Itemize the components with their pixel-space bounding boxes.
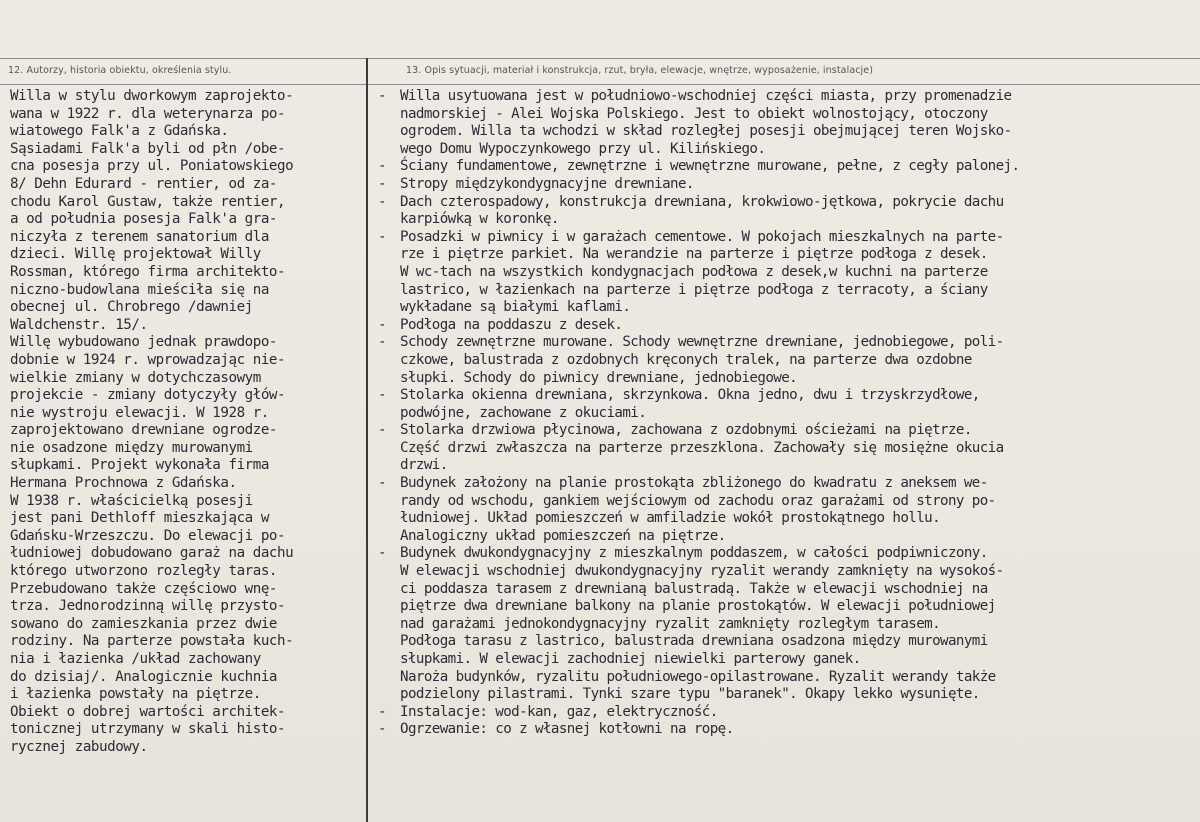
bullet-dash: -	[378, 387, 386, 404]
bullet-dash: -	[378, 545, 386, 562]
history-text-line: i łazienka powstały na piętrze.	[10, 686, 261, 703]
history-text-line: Gdańsku-Wrzeszczu. Do elewacji po-	[10, 527, 286, 544]
description-text: Budynek dwukondygnacyjny z mieszkalnym poddaszem, w całości podpiwniczony.	[400, 545, 988, 562]
history-text-line: łudniowej dobudowano garaż na dachu	[10, 545, 294, 562]
description-text-line	[378, 158, 1196, 176]
history-text-line: Rossman, którego firma architekto-	[10, 263, 286, 280]
bullet-dash: -	[378, 334, 386, 351]
history-text-line: obecnej ul. Chrobrego /dawniej	[10, 299, 253, 316]
history-text-line: Willę wybudowano jednak prawdopo-	[10, 334, 278, 351]
bullet-dash: -	[378, 228, 386, 245]
description-text-line	[378, 176, 1196, 194]
description-text: W wc-tach na wszystkich kondygnacjach podłowa z desek,w kuchni na parterze	[400, 263, 988, 280]
bullet-dash: -	[378, 175, 386, 192]
description-text-line	[378, 563, 1196, 581]
description-text: rze i piętrze parkiet. Na werandzie na parterze i piętrze podłoga z desek.	[400, 246, 988, 263]
history-text-line: Waldchenstr. 15/.	[10, 316, 148, 333]
history-text-line: niczyła z terenem sanatorium dla	[10, 228, 269, 245]
history-text-line: Hermana Prochnowa z Gdańska.	[10, 475, 237, 492]
history-text-line: do dzisiaj/. Analogicznie kuchnia	[10, 668, 278, 685]
description-text-line	[378, 299, 1196, 317]
description-text-line	[378, 422, 1196, 440]
history-text-line: słupkami. Projekt wykonała firma	[10, 457, 269, 474]
description-text-line	[378, 282, 1196, 300]
description-text: łudniowej. Układ pomieszczeń w amfiladzie wokół prostokątnego hollu.	[400, 510, 941, 527]
description-text-line	[378, 669, 1196, 687]
bullet-dash: -	[378, 316, 386, 333]
header-rule	[0, 84, 1200, 85]
description-text: ogrodem. Willa ta wchodzi w skład rozległej posesji obejmującej teren Wojsko-	[400, 123, 1012, 140]
description-text-line	[378, 545, 1196, 563]
description-text: wego Domu Wypoczynkowego przy ul. Kilińskiego.	[400, 140, 766, 157]
history-text-line: dobnie w 1924 r. wprowadzając nie-	[10, 351, 286, 368]
description-text-line	[378, 229, 1196, 247]
description-text: Stropy międzykondygnacyjne drewniane.	[400, 175, 694, 192]
description-text-line	[378, 387, 1196, 405]
bullet-dash: -	[378, 721, 386, 738]
description-text: ci poddasza tarasem z drewnianą balustradą. Także w elewacji wschodniej na	[400, 580, 988, 597]
bullet-dash: -	[378, 703, 386, 720]
description-text-line	[378, 475, 1196, 493]
description-text-line	[378, 440, 1196, 458]
description-text-line	[378, 704, 1196, 722]
history-text-line: chodu Karol Gustaw, także rentier,	[10, 193, 286, 210]
bullet-dash: -	[378, 475, 386, 492]
description-text-line	[378, 686, 1196, 704]
bullet-dash: -	[378, 158, 386, 175]
description-text-line	[378, 633, 1196, 651]
description-text: nad garażami jednokondygnacyjny ryzalit zamknięty rozległym tarasem.	[400, 615, 941, 632]
top-rule	[0, 58, 1200, 59]
description-text-line	[378, 264, 1196, 282]
description-text: słupki. Schody do piwnicy drewniane, jednobiegowe.	[400, 369, 798, 386]
description-text: Instalacje: wod-kan, gaz, elektryczność.	[400, 703, 718, 720]
description-text: słupkami. W elewacji zachodniej niewielki parterowy ganek.	[400, 651, 861, 667]
description-text: Analogiczny układ pomieszczeń na piętrze.	[400, 527, 726, 544]
description-text-line	[378, 106, 1196, 124]
description-text-line	[378, 510, 1196, 528]
history-text-line: Obiekt o dobrej wartości architek-	[10, 703, 286, 720]
description-text: W elewacji wschodniej dwukondygnacyjny ryzalit werandy zamknięty na wysokoś-	[400, 563, 1004, 580]
description-text-line	[378, 721, 1196, 739]
history-text-line: nia i łazienka /układ zachowany	[10, 651, 261, 667]
history-text-line: nie wystroju elewacji. W 1928 r.	[10, 404, 269, 421]
history-text-line: rodziny. Na parterze powstała kuch-	[10, 633, 294, 650]
history-text-line: W 1938 r. właścicielką posesji	[10, 492, 253, 509]
description-text-line	[378, 598, 1196, 616]
history-text-line: a od południa posesja Falk'a gra-	[10, 211, 278, 228]
history-text-line: 8/ Dehn Edurard - rentier, od za-	[10, 175, 278, 192]
history-text-line: dzieci. Willę projektował Willy	[10, 246, 261, 263]
description-text: Posadzki w piwnicy i w garażach cementowe. W pokojach mieszkalnych na parte-	[400, 228, 1004, 245]
description-text: Ściany fundamentowe, zewnętrzne i wewnętrzne murowane, pełne, z cegły palonej.	[400, 158, 1020, 175]
description-text-line	[378, 651, 1196, 669]
description-text: podzielony pilastrami. Tynki szare typu "baranek". Okapy lekko wysunięte.	[400, 686, 980, 703]
history-text-line: wielkie zmiany w dotychczasowym	[10, 369, 261, 386]
description-text-line	[378, 317, 1196, 335]
description-text: Stolarka okienna drewniana, skrzynkowa. Okna jedno, dwu i trzyskrzydłowe,	[400, 387, 980, 404]
description-column	[378, 88, 1196, 739]
description-text: drzwi.	[400, 457, 448, 474]
history-text-line: sowano do zamieszkania przez dwie	[10, 615, 278, 632]
history-text-line: nie osadzone między murowanymi	[10, 439, 253, 456]
description-text: lastrico, w łazienkach na parterze i piętrze podłoga z terracoty, a ściany	[400, 281, 988, 298]
history-text-line: jest pani Dethloff mieszkająca w	[10, 510, 269, 527]
description-text-line	[378, 370, 1196, 388]
history-text-line: wana w 1922 r. dla weterynarza po-	[10, 105, 286, 122]
history-text-line: zaprojektowano drewniane ogrodze-	[10, 422, 278, 439]
history-text-line: którego utworzono rozległy taras.	[10, 563, 278, 580]
description-text-line	[378, 352, 1196, 370]
left-column-header: 12. Autorzy, historia obiektu, określenia stylu.	[8, 65, 232, 76]
description-text: Podłoga na poddaszu z desek.	[400, 316, 623, 333]
description-text: wykładane są białymi kaflami.	[400, 299, 631, 316]
history-text-line: rycznej zabudowy.	[10, 738, 148, 755]
description-text: Budynek założony na planie prostokąta zbliżonego do kwadratu z aneksem we-	[400, 475, 988, 492]
description-text: podwójne, zachowane z okuciami.	[400, 404, 647, 421]
description-text: Część drzwi zwłaszcza na parterze przeszklona. Zachowały się mosiężne okucia	[400, 439, 1004, 456]
description-text: karpiówką w koronkę.	[400, 211, 559, 228]
right-column-header: 13. Opis sytuacji, materiał i konstrukcja, rzut, bryła, elewacje, wnętrze, wyposażenie, instalacje)	[406, 65, 874, 76]
history-text-line: niczno-budowlana mieściła się na	[10, 281, 269, 298]
bullet-dash: -	[378, 193, 386, 210]
history-text-line: cna posesja przy ul. Poniatowskiego	[10, 158, 294, 175]
description-text-line	[378, 581, 1196, 599]
description-text-line	[378, 616, 1196, 634]
description-text: Stolarka drzwiowa płycinowa, zachowana z ozdobnymi ościeżami na piętrze.	[400, 422, 972, 439]
description-text: Ogrzewanie: co z własnej kotłowni na ropę.	[400, 721, 734, 738]
description-text-line	[378, 528, 1196, 546]
description-text: Dach czterospadowy, konstrukcja drewniana, krokwiowo-jętkowa, pokrycie dachu	[400, 193, 1004, 210]
description-text-line	[378, 211, 1196, 229]
bullet-dash: -	[378, 422, 386, 439]
description-text: Schody zewnętrzne murowane. Schody wewnętrzne drewniane, jednobiegowe, poli-	[400, 334, 1004, 351]
description-text: randy od wschodu, gankiem wejściowym od zachodu oraz garażami od strony po-	[400, 492, 996, 509]
description-text-line	[378, 123, 1196, 141]
description-text-line	[378, 493, 1196, 511]
description-text: Willa usytuowana jest w południowo-wschodniej części miasta, przy promenadzie	[400, 88, 1012, 104]
description-text: Podłoga tarasu z lastrico, balustrada drewniana osadzona między murowanymi	[400, 633, 988, 650]
description-text: Naroża budynków, ryzalitu południowego-opilastrowane. Ryzalit werandy także	[400, 668, 996, 685]
column-divider	[366, 58, 368, 822]
description-text: czkowe, balustrada z ozdobnych kręconych tralek, na parterze dwa ozdobne	[400, 351, 972, 368]
description-text-line	[378, 246, 1196, 264]
history-text-line: projekcie - zmiany dotyczyły głów-	[10, 387, 286, 404]
description-text-line	[378, 405, 1196, 423]
description-text-line	[378, 457, 1196, 475]
history-text-line: Przebudowano także częściowo wnę-	[10, 580, 278, 597]
history-text-line: tonicznej utrzymany w skali histo-	[10, 721, 286, 738]
bullet-dash: -	[378, 88, 386, 104]
description-text-line	[378, 88, 1196, 106]
history-text-line: Sąsiadami Falk'a byli od płn /obe-	[10, 140, 286, 157]
history-text-line: trza. Jednorodzinną willę przysto-	[10, 598, 286, 615]
history-column	[10, 88, 366, 757]
history-text-line: wiatowego Falk'a z Gdańska.	[10, 123, 229, 140]
description-text: piętrze dwa drewniane balkony na planie prostokątów. W elewacji południowej	[400, 598, 996, 615]
description-text: nadmorskiej - Alei Wojska Polskiego. Jest to obiekt wolnostojący, otoczony	[400, 105, 988, 122]
description-text-line	[378, 194, 1196, 212]
history-text-line: Willa w stylu dworkowym zaprojekto-	[10, 88, 294, 104]
description-text-line	[378, 141, 1196, 159]
description-text-line	[378, 334, 1196, 352]
